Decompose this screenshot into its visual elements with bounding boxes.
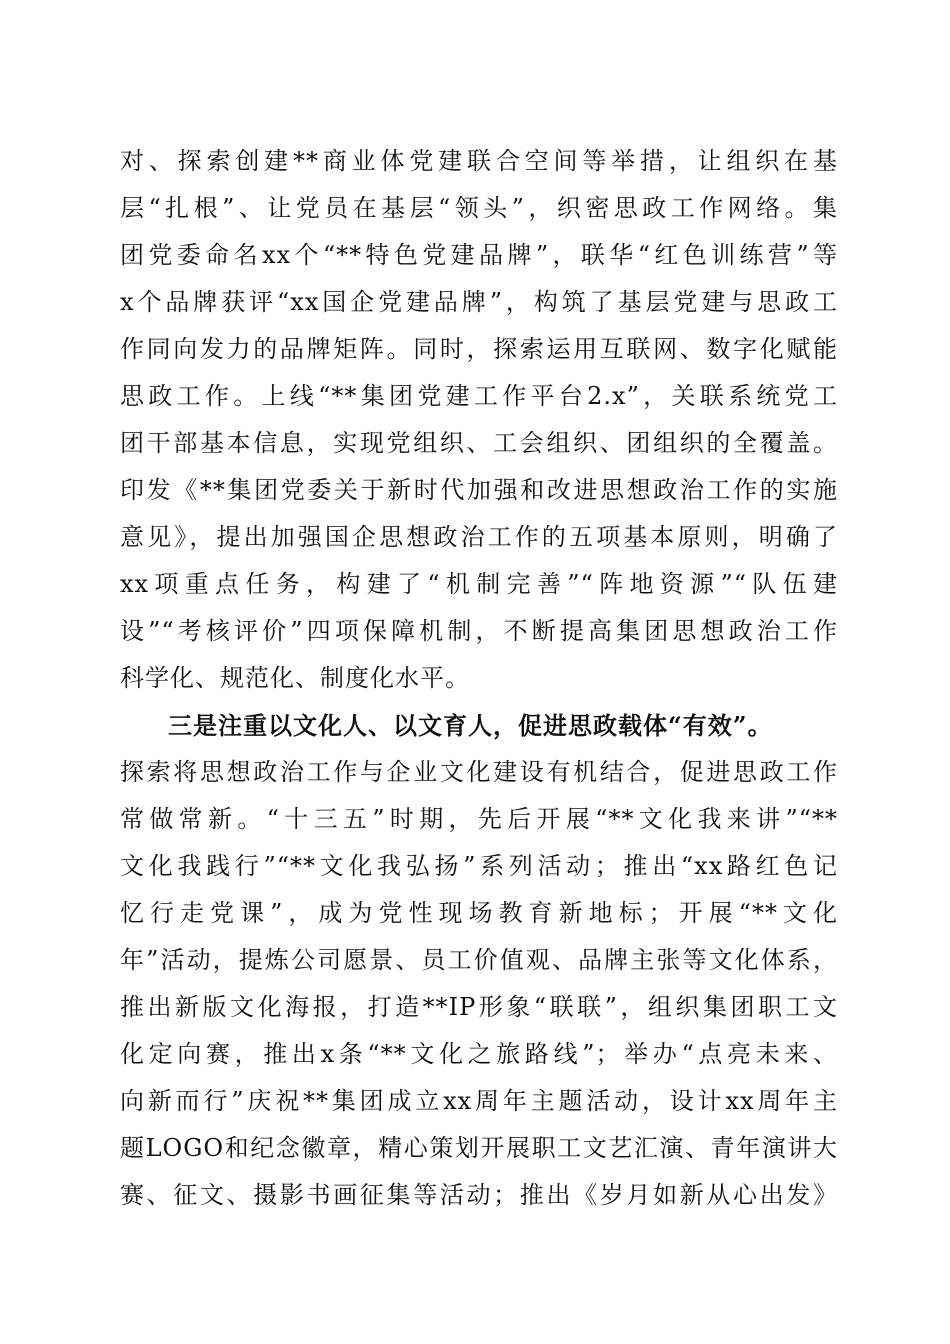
paragraph-line: 忆行走党课”，成为党性现场教育新地标；开展“**文化 bbox=[120, 899, 838, 927]
paragraph-line: 设”“考核评价”四项保障机制，不断提高集团思想政治工作 bbox=[120, 617, 838, 645]
paragraph-line: 常做常新。“十三五”时期，先后开展“**文化我来讲”“** bbox=[120, 805, 838, 833]
paragraph-line: 化定向赛，推出x条“**文化之旅路线”；举办“点亮未来、 bbox=[120, 1040, 838, 1068]
paragraph-line: 团干部基本信息，实现党组织、工会组织、团组织的全覆盖。 bbox=[120, 429, 838, 457]
paragraph-line: 文化我践行”“**文化我弘扬”系列活动；推出“xx路红色记 bbox=[120, 852, 838, 880]
paragraph-line: 印发《**集团党委关于新时代加强和改进思想政治工作的实施 bbox=[120, 476, 838, 504]
paragraph-line: 团党委命名xx个“**特色党建品牌”，联华“红色训练营”等 bbox=[120, 241, 838, 269]
paragraph-line: xx项重点任务，构建了“机制完善”“阵地资源”“队伍建 bbox=[120, 570, 838, 598]
paragraph-line: 层“扎根”、让党员在基层“领头”，织密思政工作网络。集 bbox=[120, 194, 838, 222]
paragraph-line: 意见》，提出加强国企思想政治工作的五项基本原则，明确了 bbox=[120, 523, 838, 551]
paragraph-line: 对、探索创建**商业体党建联合空间等举措，让组织在基 bbox=[120, 147, 838, 175]
paragraph-line: 向新而行”庆祝**集团成立xx周年主题活动，设计xx周年主 bbox=[120, 1087, 838, 1115]
section-heading: 三是注重以文化人、以文育人，促进思政载体“有效”。 bbox=[168, 711, 773, 740]
paragraph-line: 题LOGO和纪念徽章，精心策划开展职工文艺汇演、青年演讲大 bbox=[120, 1134, 838, 1162]
paragraph-line: 科学化、规范化、制度化水平。 bbox=[120, 664, 470, 692]
paragraph-line: 年”活动，提炼公司愿景、员工价值观、品牌主张等文化体系， bbox=[120, 946, 838, 974]
paragraph-line: 思政工作。上线“**集团党建工作平台2.x”，关联系统党工 bbox=[120, 382, 838, 410]
paragraph-line: 作同向发力的品牌矩阵。同时，探索运用互联网、数字化赋能 bbox=[120, 335, 838, 363]
body-text bbox=[120, 138, 838, 1219]
paragraph-line: 赛、征文、摄影书画征集等活动；推出《岁月如新从心出发》 bbox=[120, 1181, 838, 1209]
paragraph-line: 推出新版文化海报，打造**IP形象“联联”，组织集团职工文 bbox=[120, 993, 838, 1021]
paragraph-line: x个品牌获评“xx国企党建品牌”，构筑了基层党建与思政工 bbox=[120, 288, 838, 316]
paragraph-line: 探索将思想政治工作与企业文化建设有机结合，促进思政工作 bbox=[120, 758, 838, 786]
